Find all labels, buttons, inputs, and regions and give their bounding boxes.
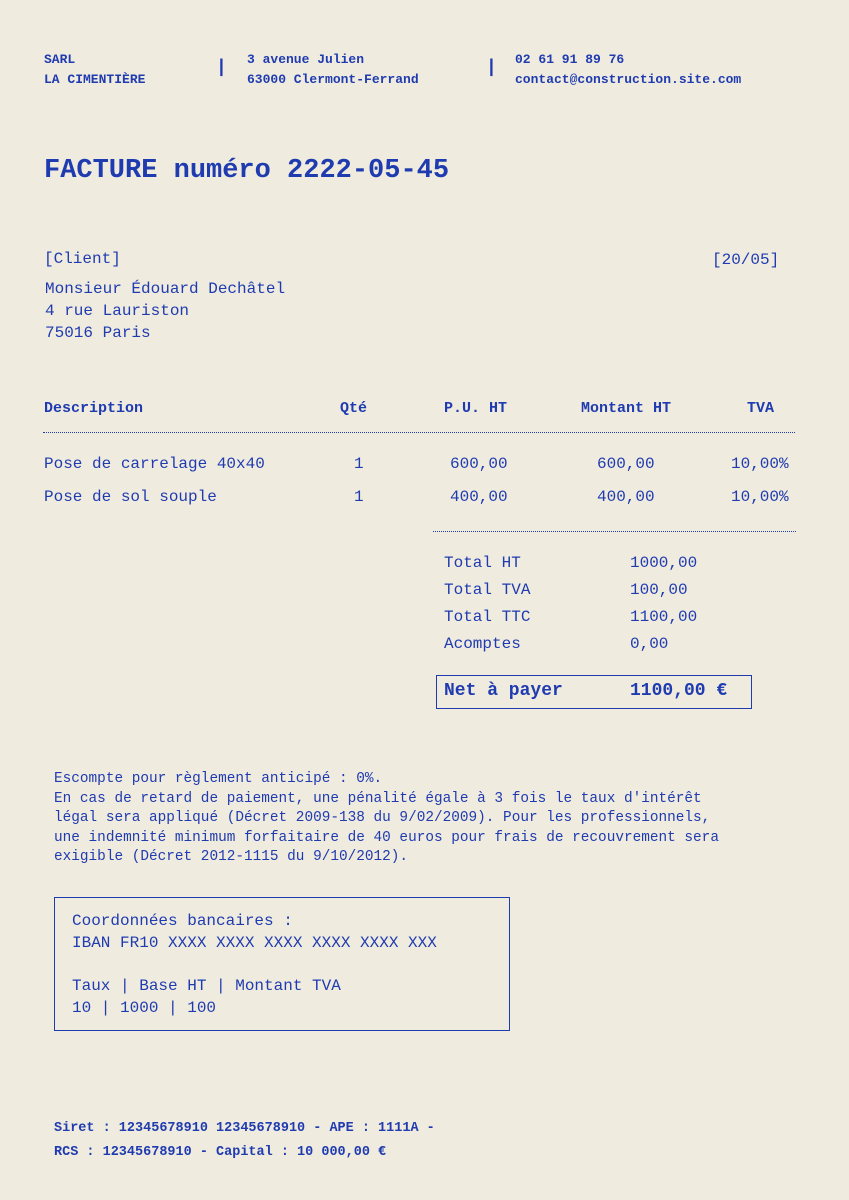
company-name-block	[44, 50, 145, 90]
col-header-unit-price: P.U. HT	[444, 400, 508, 417]
row-unit-price: 400,00	[450, 488, 508, 506]
legal-line: légal sera appliqué (Décret 2009-138 du 9/02/2009). Pour les professionnels,	[54, 810, 711, 826]
header-separator: |	[216, 58, 227, 78]
legal-line: exigible (Décret 2012-1115 du 9/10/2012).	[54, 849, 409, 865]
total-tva-value: 100,00	[630, 581, 688, 599]
bank-title: Coordonnées bancaires :	[72, 912, 293, 930]
company-email[interactable]: contact@construction.site.com	[515, 72, 742, 87]
footer-siret: Siret : 12345678910 12345678910 - APE : 1111A -	[54, 1121, 435, 1136]
col-header-amount: Montant HT	[581, 400, 672, 417]
table-header-divider	[43, 432, 795, 433]
company-address-line2: 63000 Clermont-Ferrand	[247, 72, 419, 87]
net-to-pay-label: Net à payer	[444, 681, 563, 701]
invoice-title: FACTURE numéro 2222-05-45	[44, 156, 450, 186]
totals-divider	[433, 531, 796, 532]
row-vat: 10,00%	[731, 488, 789, 506]
header-separator: |	[486, 58, 497, 78]
vat-summary-row: 10 | 1000 | 100	[72, 999, 217, 1017]
row-description: Pose de sol souple	[44, 488, 217, 506]
footer-rcs: RCS : 12345678910 - Capital : 10 000,00 €	[54, 1145, 387, 1160]
company-phone: 02 61 91 89 76	[515, 52, 625, 67]
company-address-block	[247, 50, 419, 90]
client-name: Monsieur Édouard Dechâtel	[45, 280, 286, 298]
row-vat: 10,00%	[731, 455, 789, 473]
legal-line: une indemnité minimum forfaitaire de 40 euros pour frais de recouvrement sera	[54, 829, 719, 846]
row-amount: 400,00	[597, 488, 655, 506]
total-ttc-value: 1100,00	[630, 608, 698, 626]
net-to-pay-value: 1100,00 €	[630, 681, 728, 701]
col-header-qty: Qté	[340, 400, 368, 417]
vat-summary-header: Taux | Base HT | Montant TVA	[72, 977, 341, 995]
deposits-label: Acomptes	[444, 635, 521, 653]
company-name: LA CIMENTIÈRE	[44, 72, 146, 87]
row-unit-price: 600,00	[450, 455, 508, 473]
total-ht-label: Total HT	[444, 554, 521, 572]
row-qty: 1	[354, 455, 364, 473]
total-tva-label: Total TVA	[444, 581, 531, 599]
client-label: [Client]	[44, 250, 121, 268]
row-description: Pose de carrelage 40x40	[44, 455, 265, 473]
col-header-vat: TVA	[747, 400, 775, 417]
col-header-description: Description	[44, 400, 144, 417]
bank-iban: IBAN FR10 XXXX XXXX XXXX XXXX XXXX XXX	[72, 934, 437, 952]
client-address	[45, 278, 285, 344]
client-street: 4 rue Lauriston	[45, 302, 190, 320]
deposits-value: 0,00	[630, 635, 669, 653]
legal-line: Escompte pour règlement anticipé : 0%.	[54, 771, 383, 787]
legal-notes	[54, 770, 814, 868]
row-qty: 1	[354, 488, 364, 506]
row-amount: 600,00	[597, 455, 655, 473]
company-address-line1: 3 avenue Julien	[247, 52, 365, 67]
company-type: SARL	[44, 52, 76, 67]
company-contact-block	[515, 50, 741, 90]
total-ttc-label: Total TTC	[444, 608, 531, 626]
legal-line: En cas de retard de paiement, une pénalité égale à 3 fois le taux d'intérêt	[54, 790, 702, 807]
total-ht-value: 1000,00	[630, 554, 698, 572]
invoice-date: [20/05]	[712, 251, 780, 269]
client-city: 75016 Paris	[45, 324, 151, 342]
